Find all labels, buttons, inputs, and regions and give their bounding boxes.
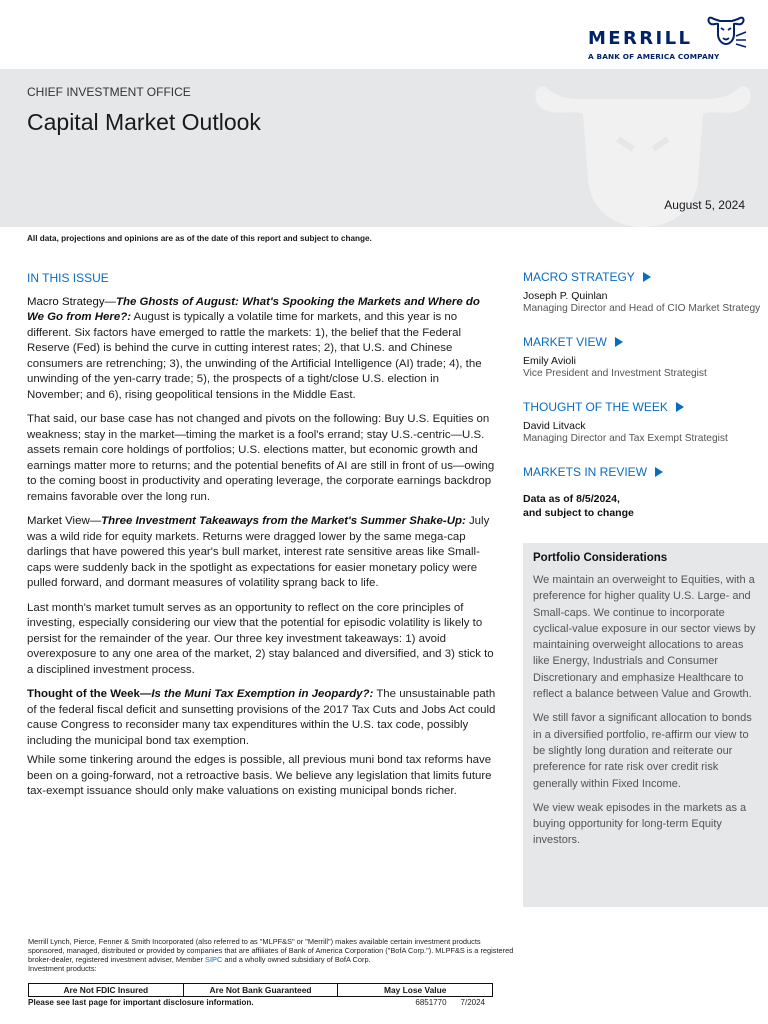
document-number: 6851770 (415, 998, 447, 1007)
thought-lead: Thought of the Week— (27, 688, 152, 700)
markets-in-review-link[interactable] (523, 465, 768, 479)
author-role: Managing Director and Tax Exempt Strategist (523, 433, 728, 444)
market-view-summary (27, 514, 497, 592)
author-role: Vice President and Investment Strategist (523, 368, 707, 379)
macro-lead: Macro Strategy— (27, 295, 116, 308)
thought-of-week-paragraph: While some tinkering around the edges is possible, all previous muni bond tax reforms have been on a going-forward, not a retroactive basis. We believe any legislation that limits future tax-exempt issuance should only make valuations on existing municipal bonds richer. (27, 754, 492, 797)
macro-strategy-paragraph: That said, our base case has not changed and pivots on the following: Buy U.S. Equities on weakness; stay in the market—timing the market is a fool's errand; stay U.S.-centric—U.S. assets remain core holdings of portfolios; U.S. elections matter, but economic growth and earnings matter more to returns; and the potential benefits of AI are still in front of us—owing to the coming boost in productivity and operating leverage, the corporate earnings backdrop remains favorable over the long run. (27, 413, 495, 503)
eyebrow-label: CHIEF INVESTMENT OFFICE (27, 85, 191, 99)
fdic-cell: Are Not Bank Guaranteed (184, 984, 339, 996)
author-name: David Litvack (523, 420, 586, 432)
thought-subtitle: Is the Muni Tax Exemption in Jeopardy?: (151, 688, 374, 700)
portfolio-paragraph: We still favor a significant allocation to bonds in a diversified portfolio, re-affirm our view to be slightly long duration and reiterate our preference for rate risk over credit risk generally within Fixed Income. (533, 712, 752, 790)
sipc-link[interactable]: SIPC (205, 955, 223, 964)
logo-wordmark: MERRILL (588, 28, 693, 49)
bull-logo-icon (706, 14, 748, 50)
macro-strategy-summary (27, 295, 497, 404)
market-view-link-label: MARKET VIEW (523, 335, 607, 349)
data-note-line-1: Data as of 8/5/2024, (523, 493, 620, 505)
market-body: July was a wild ride for equity markets. Returns were dragged lower by the same mega-cap darlings that have powered this year's bull market, interest rate sensitive areas like Small-caps were suddenly back in the spotlight as expectations for easier monetary policy were pulled forward, and dormant measures of volatility sprang back to life. (27, 515, 490, 589)
investment-products-label: Investment products: (28, 964, 97, 973)
triangle-right-icon (615, 337, 623, 347)
data-as-of-note (523, 492, 768, 520)
fdic-disclosure-table (28, 983, 493, 997)
portfolio-paragraph: We view weak episodes in the markets as a buying opportunity for long-term Equity investors. (533, 801, 747, 847)
document-date: 7/2024 (460, 998, 485, 1007)
markets-in-review-link-label: MARKETS IN REVIEW (523, 465, 648, 479)
author-name: Emily Avioli (523, 355, 576, 367)
sidebar-section-thought (523, 400, 768, 465)
sidebar-section-market-view (523, 335, 768, 400)
macro-strategy-link-label: MACRO STRATEGY (523, 270, 635, 284)
macro-body: August is typically a volatile time for markets, and this year is no different. Six factors have emerged to rattle the markets: 1), the belief that the Federal Reserve (Fed) is behind the curve in cutting interest rates; 2), that U.S. and Chinese consumers are retrenching; 3), the unwinding of the Artificial Intelligence (AI) trade; 4), the unwinding of the yen-carry trade; 5), the prospects of a tight/close U.S. election in November; and 6), rising geopolitical tensions in the Middle East. (27, 311, 482, 401)
market-view-paragraph: Last month's market tumult serves as an opportunity to reflect on the core principles of investing, especially considering our view that the potential for episodic volatility is likely to persist for the remainder of the year. Our three key investment takeaways: 1) avoid overexposure to any one area of the market, 2) stay balanced and diversified, and 3) stick to a disciplined investment process. (27, 601, 494, 676)
header-band (0, 69, 768, 227)
legal-text-b: and a wholly owned subsidiary of BofA Corp. (222, 955, 371, 964)
portfolio-considerations-box (523, 543, 768, 907)
footer-bottom (28, 998, 493, 1007)
merrill-logo[interactable] (588, 14, 748, 62)
main-column (27, 271, 497, 809)
sidebar-section-macro (523, 270, 768, 335)
data-disclaimer: All data, projections and opinions are as of the date of this report and subject to change. (27, 234, 372, 243)
triangle-right-icon (643, 272, 651, 282)
legal-footer-text (28, 937, 518, 973)
thought-body: The unsustainable path of the federal fiscal deficit and sunsetting provisions of the 2017 Tax Cuts and Jobs Act could cause Congress to reconsider many tax expenditures within the U.S. tax code, possibly including the municipal bond tax exemption. (27, 688, 496, 747)
macro-strategy-link[interactable] (523, 270, 768, 284)
market-lead: Market View— (27, 515, 102, 527)
sidebar (523, 270, 768, 520)
portfolio-considerations-title: Portfolio Considerations (533, 552, 668, 564)
thought-of-week-summary (27, 687, 497, 749)
logo-tagline: A BANK OF AMERICA COMPANY (588, 52, 720, 61)
market-subtitle: Three Investment Takeaways from the Market's Summer Shake-Up: (101, 515, 466, 527)
triangle-right-icon (676, 402, 684, 412)
publication-date: August 5, 2024 (664, 198, 745, 212)
triangle-right-icon (655, 467, 663, 477)
page-title: Capital Market Outlook (27, 109, 261, 135)
author-role: Managing Director and Head of CIO Market Strategy (523, 303, 761, 314)
in-this-issue-heading: IN THIS ISSUE (27, 271, 109, 285)
author-name: Joseph P. Quinlan (523, 290, 608, 302)
document-code (401, 998, 485, 1007)
macro-subtitle: The Ghosts of August: What's Spooking the Markets and Where do We Go from Here?: (27, 295, 480, 323)
thought-of-week-link[interactable] (523, 400, 768, 414)
fdic-cell: Are Not FDIC Insured (29, 984, 184, 996)
legal-text-a: Merrill Lynch, Pierce, Fenner & Smith Incorporated (also referred to as "MLPF&S" or "Merrill") makes available certain investment products sponsored, managed, distributed or provided by companies that are affiliates of Bank of America Corporation ("BofA Corp."). MLPF&S is a registered broker-dealer, registered investment adviser, Member (28, 937, 514, 964)
thought-of-week-link-label: THOUGHT OF THE WEEK (523, 400, 668, 414)
market-view-link[interactable] (523, 335, 768, 349)
fdic-cell: May Lose Value (383, 985, 447, 995)
data-note-line-2: and subject to change (523, 507, 634, 519)
disclosure-notice: Please see last page for important disclosure information. (28, 998, 254, 1007)
sidebar-section-review (523, 465, 768, 520)
portfolio-paragraph: We maintain an overweight to Equities, with a preference for higher quality U.S. Large- and Small-caps. We continue to incorporate cyclical-value exposure in our sector views by maintaining overweight allocations to areas like Energy, Industrials and Consumer Discretionary and emphasize Healthcare to reflect a balance between Value and Growth. (533, 574, 756, 701)
